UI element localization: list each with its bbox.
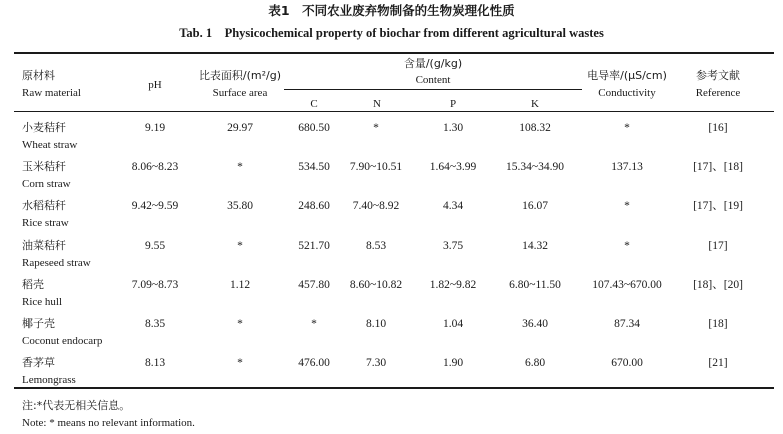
cell-k: 16.07 — [522, 200, 548, 213]
raw-material-en: Rapeseed straw — [22, 256, 91, 269]
raw-material-cn: 玉米秸秆 — [22, 160, 66, 174]
cell-p: 1.30 — [442, 122, 464, 134]
cell-ref: [18]、[20] — [693, 278, 743, 291]
cell-ph: 8.13 — [144, 357, 166, 370]
raw-material-cn: 油菜秸秆 — [22, 238, 66, 252]
raw-material-cn: 香茅草 — [22, 356, 55, 370]
content-subheader-rule — [284, 89, 582, 90]
cell-c: 248.60 — [298, 200, 330, 213]
cell-sa: * — [237, 239, 243, 252]
cell-ph: 8.35 — [144, 318, 166, 330]
cell-k: 6.80~11.50 — [509, 278, 561, 291]
header-ph: pH — [148, 79, 162, 91]
note-en: Note: * means no relevant information. — [22, 417, 195, 429]
cell-ph: 9.55 — [144, 239, 166, 252]
cell-ph: 9.42~9.59 — [131, 200, 179, 213]
cell-ref: [17] — [708, 239, 728, 252]
header-rule — [14, 111, 774, 112]
cell-cond: 107.43~670.00 — [592, 278, 662, 291]
cell-c: 521.70 — [298, 239, 330, 252]
table-caption-en: Tab. 1 Physicochemical property of biochar from different agricultural wastes — [179, 26, 604, 40]
cell-sa: 35.80 — [227, 200, 253, 213]
raw-material-cn: 小麦秸秆 — [22, 121, 66, 134]
cell-p: 3.75 — [442, 239, 464, 252]
cell-ph: 7.09~8.73 — [131, 278, 179, 291]
header-content-en: Content — [415, 74, 451, 86]
bottom-rule — [14, 387, 774, 389]
cell-ref: [18] — [708, 318, 728, 330]
header-conductivity-cn: 电导率/(μS/cm) — [587, 69, 667, 82]
raw-material-en: Lemongrass — [22, 374, 76, 387]
header-k: K — [531, 98, 539, 110]
header-raw-material-cn: 原材料 — [22, 69, 55, 82]
cell-ref: [21] — [708, 357, 728, 370]
top-rule — [14, 52, 774, 54]
cell-p: 1.90 — [442, 357, 464, 370]
cell-sa: * — [237, 161, 243, 174]
cell-ref: [16] — [708, 122, 728, 134]
cell-sa: 29.97 — [227, 122, 253, 134]
cell-p: 4.34 — [442, 200, 464, 213]
cell-n: 8.10 — [365, 318, 387, 330]
cell-cond: 670.00 — [611, 357, 643, 370]
cell-c: 457.80 — [298, 278, 330, 291]
cell-cond: * — [624, 239, 630, 252]
cell-p: 1.64~3.99 — [429, 161, 477, 174]
cell-k: 15.34~34.90 — [506, 161, 564, 174]
cell-cond: * — [624, 122, 630, 134]
header-n: N — [373, 98, 381, 110]
cell-ref: [17]、[18] — [693, 161, 743, 174]
header-raw-material-en: Raw material — [22, 87, 81, 99]
header-conductivity-en: Conductivity — [598, 87, 656, 99]
raw-material-en: Rice hull — [22, 295, 63, 308]
raw-material-en: Coconut endocarp — [22, 335, 103, 347]
cell-c: 476.00 — [298, 357, 330, 370]
cell-k: 14.32 — [522, 239, 548, 252]
raw-material-en: Corn straw — [22, 178, 71, 191]
cell-c: 534.50 — [298, 161, 330, 174]
cell-sa: * — [237, 357, 243, 370]
header-c: C — [310, 98, 318, 110]
header-surface-area-en: Surface area — [212, 87, 268, 99]
note-cn: 注:*代表无相关信息。 — [22, 399, 131, 412]
cell-n: 7.30 — [365, 357, 387, 370]
cell-p: 1.82~9.82 — [429, 278, 477, 291]
cell-k: 6.80 — [524, 357, 546, 370]
header-reference-cn: 参考文献 — [696, 69, 740, 82]
header-p: P — [449, 98, 457, 110]
raw-material-cn: 椰子壳 — [22, 317, 55, 330]
header-reference-en: Reference — [695, 87, 741, 99]
cell-c: * — [311, 318, 317, 330]
raw-material-cn: 水稻秸秆 — [22, 199, 66, 213]
cell-sa: 1.12 — [229, 278, 251, 291]
cell-n: 8.60~10.82 — [349, 278, 403, 291]
raw-material-cn: 稻壳 — [22, 277, 44, 291]
cell-cond: 137.13 — [611, 161, 643, 174]
cell-n: * — [373, 122, 379, 134]
cell-n: 7.90~10.51 — [349, 161, 403, 174]
header-surface-area-cn: 比表面积/(m²/g) — [198, 69, 282, 82]
cell-ph: 8.06~8.23 — [131, 161, 179, 174]
cell-ph: 9.19 — [144, 122, 166, 134]
cell-k: 36.40 — [522, 318, 548, 330]
cell-c: 680.50 — [298, 122, 330, 134]
cell-cond: * — [624, 200, 630, 213]
header-content-cn: 含量/(g/kg) — [403, 57, 463, 70]
raw-material-en: Rice straw — [22, 217, 69, 230]
cell-n: 8.53 — [365, 239, 387, 252]
cell-n: 7.40~8.92 — [352, 200, 400, 213]
cell-sa: * — [237, 318, 243, 330]
cell-ref: [17]、[19] — [693, 200, 743, 213]
cell-k: 108.32 — [519, 122, 551, 134]
cell-p: 1.04 — [442, 318, 464, 330]
table-caption-cn: 表1 不同农业废弃物制备的生物炭理化性质 — [268, 3, 515, 18]
cell-cond: 87.34 — [614, 318, 640, 330]
raw-material-en: Wheat straw — [22, 139, 78, 151]
